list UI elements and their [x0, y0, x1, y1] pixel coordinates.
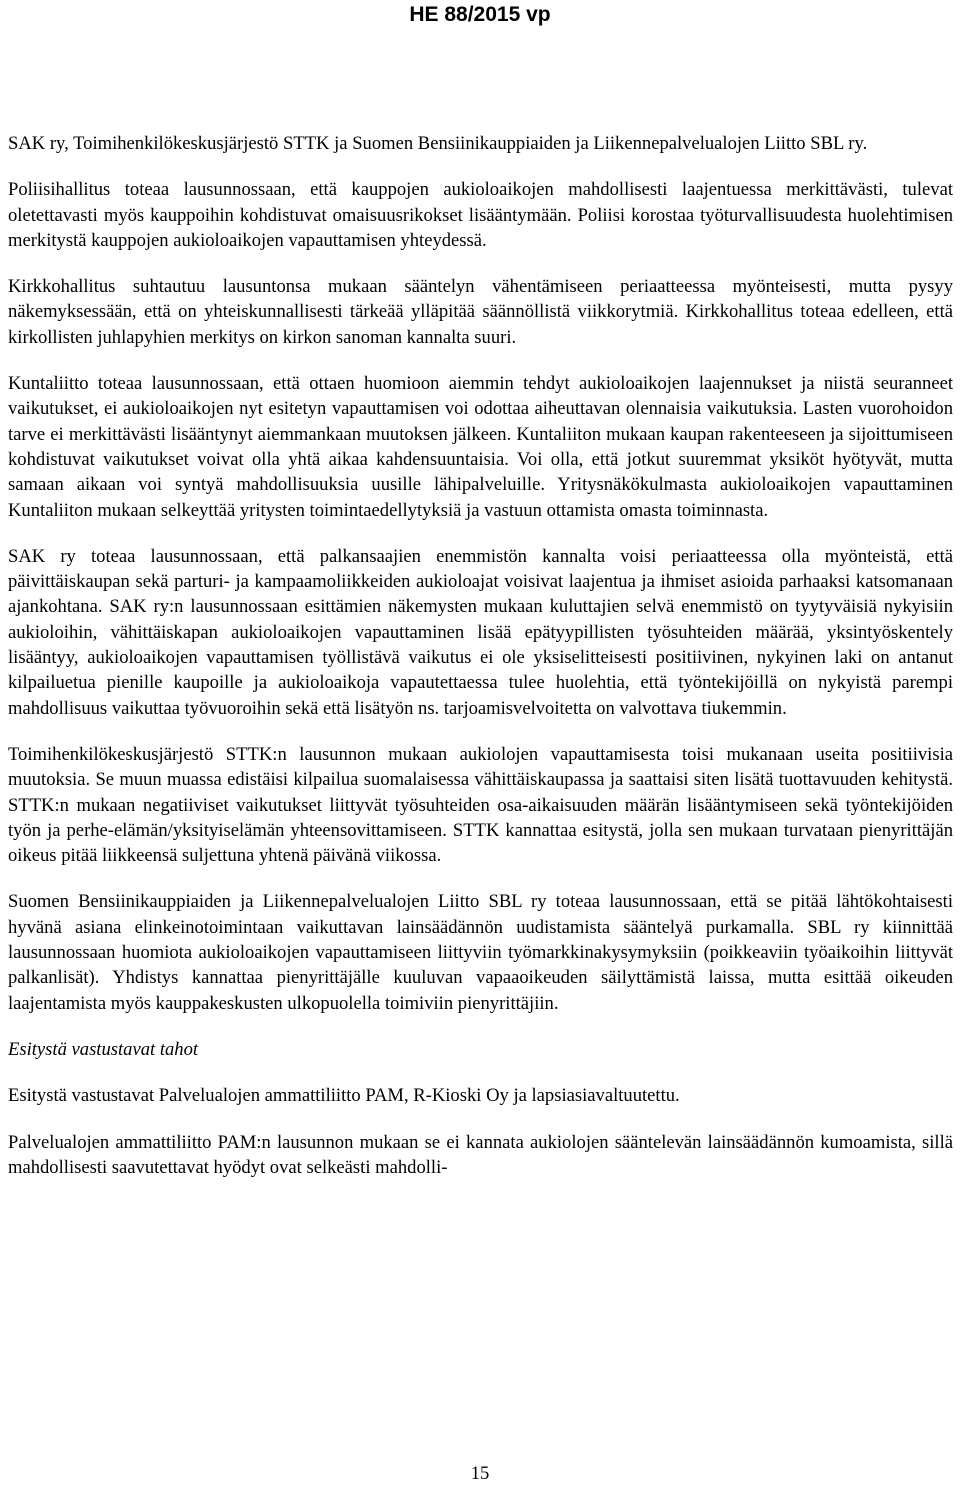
paragraph-sbl: Suomen Bensiinikauppiaiden ja Liikennepalvelualojen Liitto SBL ry toteaa lausunnossaan, että se pitää lähtökohtaisesti hyvänä asiana elinkeinotoimintaan vaikuttavan lainsäädännön uudistamista sääntelyä purkamalla. SBL ry kiinnittää lausunnossaan huomiota aukioloaikojen vapauttamiseen liittyviin työmarkkinakysymyksiin (poikkeaviin työaikoihin liittyvät palkanlisät). Yhdistys kannattaa pienyrittäjälle kuuluvan vapaaoikeuden säilyttämistä laissa, mutta esittää oikeuden laajentamista myös kauppakeskusten ulkopuolella toimiviin pienyrittäjiin.	[8, 891, 953, 1014]
document-body	[8, 131, 953, 1201]
document-header: HE 88/2015 vp	[409, 3, 551, 26]
paragraph-sak: SAK ry toteaa lausunnossaan, että palkansaajien enemmistön kannalta voisi periaatteessa olla myönteistä, että päivittäiskaupan sekä parturi- ja kampaamoliikkeiden aukioloajat voisivat laajentua ja ihmiset asioida parhaaksi katsomanaan ajankohtana. SAK ry:n lausunnossaan esittämien näkemysten mukaan kuluttajien selvä enemmistö on tyytyväisiä nykyisiin aukioloihin, vähittäiskapan aukioloaikojen vapauttaminen lisää epätyypillisten työsuhteiden määrää, yksintyöskentely lisääntyy, aukioloaikojen vapauttamisen työllistävä vaikutus ei ole yksiselitteisesti positiivinen, nykyinen laki on antanut kilpailuetua pienille kaupoille ja aukioloaikoja vapautettaessa tulee huolehtia, että työntekijöillä on nykyistä parempi mahdollisuus vaikuttaa työvuoroihin sekä että lisätyön ns. tarjoamisvelvoitetta on valvottava tiukemmin.	[8, 545, 953, 719]
paragraph-continuation-sak-sttk-sbl: SAK ry, Toimihenkilökeskusjärjestö STTK ja Suomen Bensiinikauppiaiden ja Liikennepalvelualojen Liitto SBL ry.	[8, 133, 868, 154]
paragraph-kuntaliitto: Kuntaliitto toteaa lausunnossaan, että ottaen huomioon aiemmin tehdyt aukioloaikojen laajennukset ja niistä seuranneet vaikutukset, ei aukioloaikojen nyt esitetyn vapauttamisen voi odottaa aiheuttavan olennaisia vaikutuksia. Lasten vuorohoidon tarve ei merkittävästi lisääntynyt aiemmankaan muutoksen jälkeen. Kuntaliiton mukaan kaupan rakenteeseen ja sijoittumiseen kohdistuvat vaikutukset voivat olla yhtä aikaa kahdensuuntaisia. Voi olla, että jotkut suuremmat yksiköt hyötyvät, mutta samaan aikaan voi syntyä mahdollisuuksia uusille lähipalveluille. Yritysnäkökulmasta aukioloaikojen vapauttaminen Kuntaliiton mukaan selkeyttää yritysten toimintaedellytyksiä ja vastuun ottamista omasta toiminnasta.	[8, 373, 953, 521]
paragraph-opposing-list: Esitystä vastustavat Palvelualojen ammattiliitto PAM, R-Kioski Oy ja lapsiasiavaltuutettu.	[8, 1085, 680, 1107]
paragraph-sttk: Toimihenkilökeskusjärjestö STTK:n lausunnon mukaan aukiolojen vapauttamisesta toisi mukanaan useita positiivisia muutoksia. Se muun muassa edistäisi kilpailua suomalaisessa vähittäiskaupassa ja saattaisi siten lisätä tuottavuuden kehitystä. STTK:n mukaan negatiiviset vaikutukset liittyvät työsuhteiden osa-aikaisuuden määrän lisääntymiseen sekä työntekijöiden työn ja perhe-elämän/yksityiselämän yhteensovittamiseen. STTK kannattaa esitystä, jolla sen mukaan turvataan pienyrittäjän oikeus pitää liikkeensä suljettuna yhtenä päivänä viikossa.	[8, 743, 953, 867]
paragraph-kirkkohallitus: Kirkkohallitus suhtautuu lausuntonsa mukaan sääntelyn vähentämiseen periaatteessa myönteisesti, mutta pysyy näkemyksessään, että on yhteiskunnallisesti tärkeää ylläpitää säännöllistä viikkorytmiä. Kirkkohallitus toteaa edelleen, että kirkollisten juhlapyhien merkitys on kirkon sanoman kannalta suuri.	[8, 276, 953, 348]
page-number: 15	[470, 1463, 490, 1484]
paragraph-pam: Palvelualojen ammattiliitto PAM:n lausunnon mukaan se ei kannata aukiolojen sääntelevän lainsäädännön kumoamista, sillä mahdollisesti saavutettavat hyödyt ovat selkeästi mahdolli-	[8, 1131, 953, 1178]
section-heading-opposing-parties: Esitystä vastustavat tahot	[8, 1038, 199, 1060]
paragraph-poliisihallitus: Poliisihallitus toteaa lausunnossaan, että kauppojen aukioloaikojen mahdollisesti laajentuessa merkittävästi, tulevat oletettavasti myös kauppoihin kohdistuvat omaisuusrikokset lisääntymään. Poliisi korostaa työturvallisuudesta huolehtimisen merkitystä kauppojen aukioloaikojen vapauttamisen yhteydessä.	[8, 179, 953, 251]
